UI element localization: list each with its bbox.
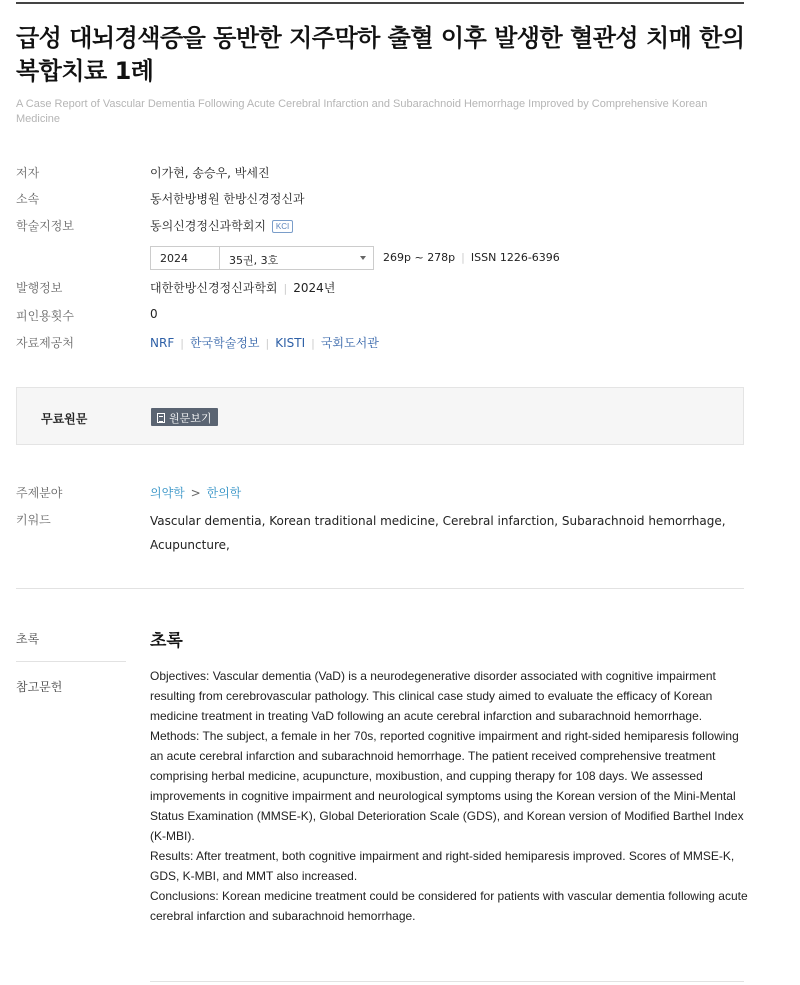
abstract-objectives: Objectives: Vascular dementia (VaD) is a neurodegenerative disorder associated with cognitive impairment resulting from cerebrovascular pathology. This clinical case study aimed to evaluate the efficacy of Korean medicine treatment in treating VaD following an acute cerebral infarction and subarachnoid hemorrhage. (150, 669, 716, 723)
cited-count: 0 (150, 307, 158, 321)
provider-label: 자료제공처 (16, 336, 74, 350)
author-names[interactable]: 이가현, 송승우, 박세진 (150, 166, 270, 180)
provider-link-kisti[interactable]: KISTI (275, 336, 306, 350)
journal-label: 학술지정보 (16, 219, 74, 233)
provider-links (150, 334, 379, 351)
publish-label: 발행정보 (16, 281, 63, 295)
publisher-name: 대한한방신경정신과학회 (150, 281, 278, 295)
year-select[interactable]: 2024 (150, 246, 220, 270)
issn-value: ISSN 1226-6396 (470, 251, 560, 264)
free-fulltext-box (16, 387, 744, 445)
separator: | (180, 337, 184, 350)
publish-info (150, 279, 335, 296)
abstract-conclusions: Conclusions: Korean medicine treatment could be considered for patients with vascular dementia following acute cerebral infarction and subarachnoid hemorrhage. (150, 889, 748, 923)
keyword-list: Vascular dementia, Korean traditional medicine, Cerebral infarction, Subarachnoid hemorrhage, Acupuncture, (150, 514, 726, 552)
side-nav-abstract[interactable]: 초록 (16, 632, 40, 646)
subject-breadcrumb (150, 484, 241, 501)
subject-link-medicine[interactable]: 의약학 (150, 486, 185, 500)
volume-select-value: 35권, 3호 (229, 254, 279, 267)
abstract-bottom-divider (150, 981, 744, 982)
view-fulltext-button[interactable] (151, 408, 218, 426)
journal-name[interactable]: 동의신경정신과학회지 (150, 219, 266, 233)
subject-link-korean-medicine[interactable]: 한의학 (206, 486, 242, 500)
view-fulltext-label: 원문보기 (169, 412, 212, 425)
provider-link-nanet[interactable]: 국회도서관 (320, 336, 379, 350)
separator: | (311, 337, 315, 350)
top-divider (16, 2, 744, 4)
provider-link-kstudy[interactable]: 한국학술정보 (189, 336, 260, 350)
subject-label: 주제분야 (16, 486, 63, 500)
side-nav-divider (16, 661, 126, 662)
document-icon (157, 413, 165, 423)
separator: | (265, 337, 270, 350)
affiliation-value: 동서한방병원 한방신경정신과 (150, 192, 305, 206)
free-fulltext-label: 무료원문 (41, 412, 88, 426)
provider-link-nrf[interactable]: NRF (150, 336, 175, 350)
section-divider (16, 588, 744, 589)
abstract-body (150, 666, 750, 926)
side-nav-references[interactable]: 참고문헌 (16, 680, 63, 694)
author-label: 저자 (16, 166, 40, 180)
page-range: 269p ~ 278p (383, 251, 456, 264)
cited-label: 피인용횟수 (16, 309, 74, 323)
chevron-down-icon (360, 256, 366, 260)
abstract-results: Results: After treatment, both cognitive impairment and right-sided hemiparesis improved. Scores of MMSE-K, GDS, K-MBI, and MMT also increased. (150, 849, 735, 883)
journal-info (150, 217, 293, 234)
abstract-heading: 초록 (150, 631, 183, 651)
separator: | (283, 282, 288, 295)
keyword-label: 키워드 (16, 513, 51, 527)
chevron-right-icon: > (190, 486, 201, 500)
abstract-methods: Methods: The subject, a female in her 70s, reported cognitive impairment and right-sided hemiparesis following an acute cerebral infarction and subarachnoid hemorrhage. The patient received comprehensive treatment comprising herbal medicine, acupuncture, moxibustion, and cupping therapy for 108 days. We assessed improvements in cognitive impairment and neurological symptoms using the Korean version of the Mini-Mental Status Examination (MMSE-K), Global Deterioration Scale (GDS), and Korean version of Modified Barthel Index (K-MBI). (150, 729, 744, 843)
affiliation-label: 소속 (16, 192, 40, 206)
article-subtitle: A Case Report of Vascular Dementia Following Acute Cerebral Infarction and Subarachnoid Hemorrhage Improved by Comprehensive Korean Medicine (16, 98, 708, 125)
publish-year: 2024년 (293, 281, 336, 295)
separator: | (461, 251, 465, 264)
page-range-info (383, 251, 560, 264)
kci-badge: KCI (272, 220, 293, 233)
article-title: 급성 대뇌경색증을 동반한 지주막하 출혈 이후 발생한 혈관성 치매 한의 복합치료 1례 (16, 24, 745, 85)
volume-select[interactable] (219, 246, 374, 270)
